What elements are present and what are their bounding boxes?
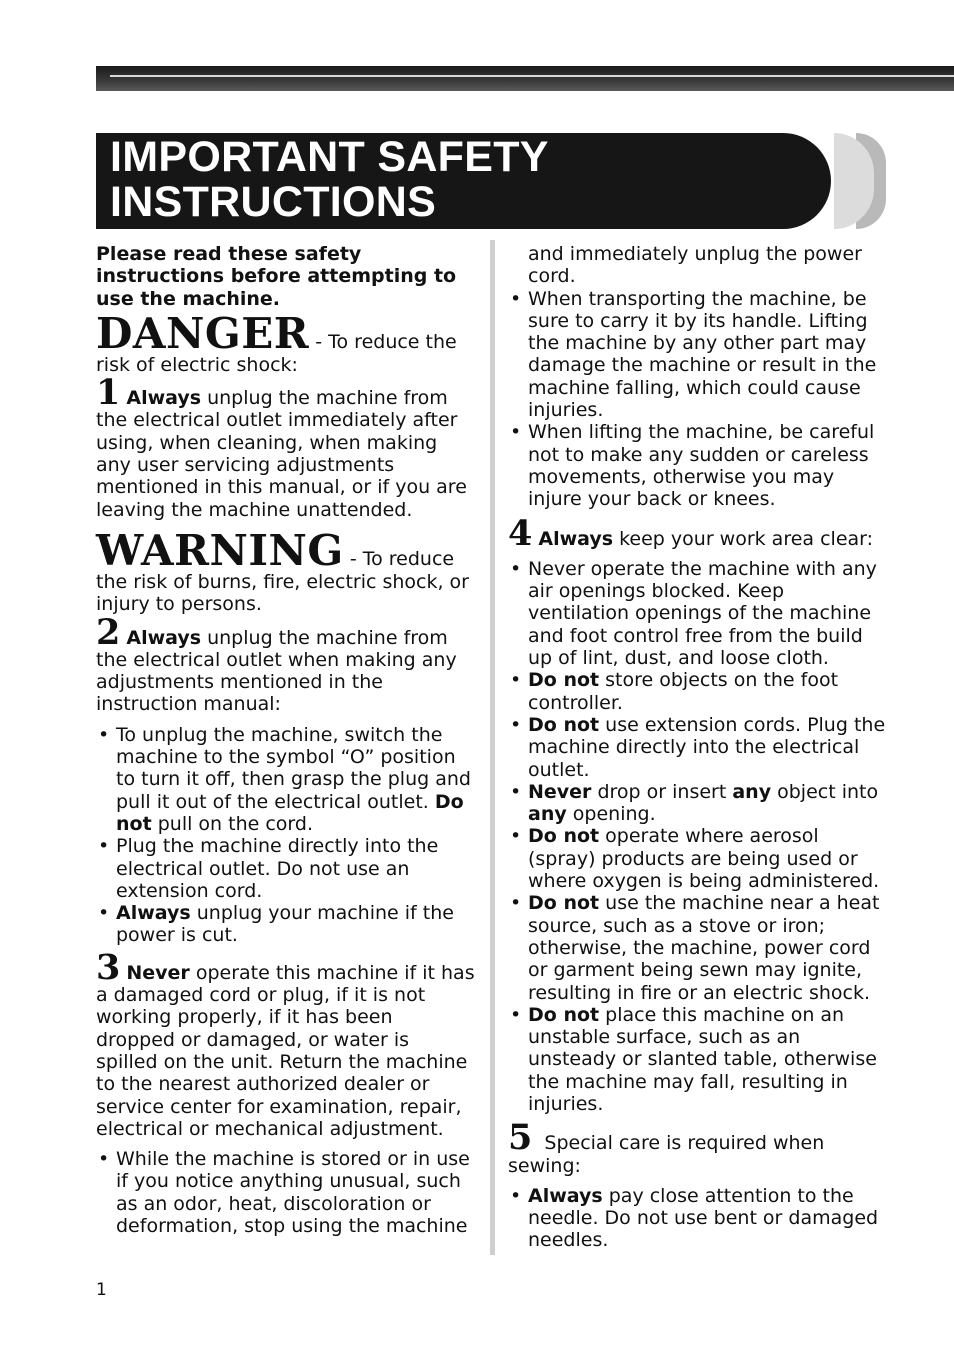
step-5 <box>508 1117 888 1177</box>
list-item: • Do not operate where aerosol (spray) products are being used or where oxygen is being administered. <box>508 825 888 892</box>
left-column <box>96 243 476 1237</box>
step-2 <box>96 611 476 716</box>
step-text: unplug the machine from the electrical outlet when making any adjustments mentioned in the instruction manual: <box>96 626 457 716</box>
page-number: 1 <box>96 1280 107 1300</box>
step-1 <box>96 372 476 521</box>
danger-block <box>96 308 476 376</box>
step-2-list <box>96 724 476 947</box>
list-item-continued: and immediately unplug the power cord. <box>528 243 862 288</box>
page-title: IMPORTANT SAFETY INSTRUCTIONS <box>110 133 548 226</box>
list-item: • Do not place this machine on an unstable surface, such as an unsteady or slanted table, otherwise the machine may fall, resulting in injuries. <box>508 1004 888 1115</box>
step-5-list <box>508 1185 888 1252</box>
step-3-list-continued <box>508 288 888 511</box>
right-column <box>508 243 888 1252</box>
header-bar-line <box>110 75 954 77</box>
step-3-list <box>96 1148 476 1237</box>
step-lead: Always <box>126 387 202 410</box>
warning-note: - To reduce the risk of burns, fire, electric shock, or injury to persons. <box>96 547 469 616</box>
step-number: 2 <box>96 611 121 653</box>
list-item: • Do not store objects on the foot controller. <box>508 669 888 714</box>
intro-text: Please read these safety instructions before attempting to use the machine. <box>96 243 457 310</box>
step-lead: Never <box>126 961 190 984</box>
list-item: • Do not use the machine near a heat source, such as a stove or iron; otherwise, the machine, power cord or garment being sewn may ignite, resulting in fire or an electric shock. <box>508 892 888 1003</box>
step-lead: Always <box>126 626 202 649</box>
danger-heading: DANGER <box>96 308 310 358</box>
step-number: 5 <box>508 1117 533 1159</box>
title-banner-box <box>96 133 831 229</box>
step-lead: Always <box>538 527 614 550</box>
list-item: • Do not use extension cords. Plug the machine directly into the electrical outlet. <box>508 714 888 781</box>
header-bar <box>96 66 954 91</box>
list-item: • Always pay close attention to the needle. Do not use bent or damaged needles. <box>508 1185 888 1252</box>
list-item: • To unplug the machine, switch the machine to the symbol “O” position to turn it off, then grasp the plug and pull it out of the electrical outlet. Do not pull on the cord. <box>96 724 476 835</box>
danger-note: - To reduce the risk of electric shock: <box>96 330 457 376</box>
list-item: • Never operate the machine with any air openings blocked. Keep ventilation openings of the machine and foot control free from the build up of lint, dust, and loose cloth. <box>508 558 888 669</box>
warning-heading: WARNING <box>96 525 344 575</box>
column-divider <box>490 240 495 1255</box>
step-3 <box>96 946 476 1140</box>
list-item: • Always unplug your machine if the power is cut. <box>96 902 476 947</box>
list-item: • Never drop or insert any object into any opening. <box>508 781 888 826</box>
step-4-list <box>508 558 888 1115</box>
warning-block <box>96 525 476 616</box>
list-item: • Plug the machine directly into the electrical outlet. Do not use an extension cord. <box>96 835 476 902</box>
step-text: keep your work area clear: <box>613 527 874 550</box>
step-4 <box>508 512 888 554</box>
list-item: • When lifting the machine, be careful not to make any sudden or careless movements, otherwise you may injure your back or knees. <box>508 421 888 510</box>
step-number: 1 <box>96 372 121 414</box>
list-item: • When transporting the machine, be sure to carry it by its handle. Lifting the machine by any other part may damage the machine or result in the machine falling, which could cause injuries. <box>508 288 888 422</box>
step-text: Special care is required when sewing: <box>508 1132 825 1177</box>
title-banner <box>96 133 886 229</box>
step-number: 4 <box>508 512 533 554</box>
step-text: operate this machine if it has a damaged cord or plug, if it is not working properly, if it has been dropped or damaged, or water is spilled on the unit. Return the machine to the nearest authorized dealer or service center for examination, repair, electrical or mechanical adjustment. <box>96 961 475 1140</box>
step-number: 3 <box>96 946 121 988</box>
list-item: • While the machine is stored or in use if you notice anything unusual, such as an odor, heat, discoloration or deformation, stop using the machine <box>96 1148 476 1237</box>
step-text: unplug the machine from the electrical outlet immediately after using, when cleaning, when making any user servicing adjustments mentioned in this manual, or if you are leaving the machine unattended. <box>96 387 467 521</box>
